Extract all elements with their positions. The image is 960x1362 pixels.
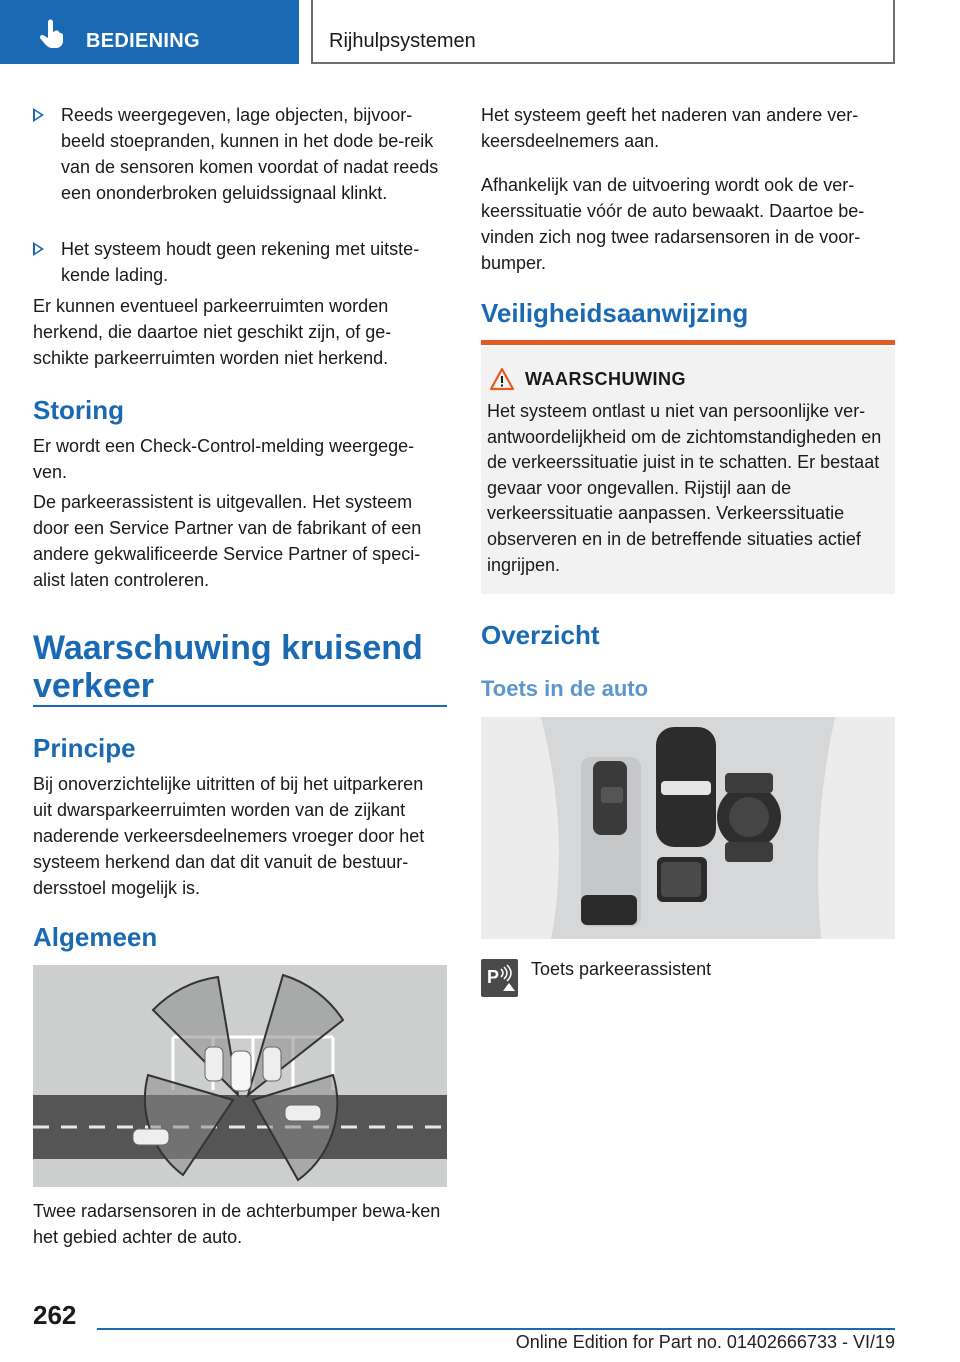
center-console-photo: [481, 717, 895, 939]
main-heading: [33, 629, 447, 705]
park-assist-button-icon: [481, 959, 518, 997]
main-heading-line2: verkeer: [33, 667, 155, 705]
main-heading-line1: Waarschuwing kruisend: [33, 629, 423, 667]
heading-toets-in-de-auto: Toets in de auto: [481, 676, 649, 701]
paragraph: Er kunnen eventueel parkeerruimten worden herkend, die daartoe niet geschikt zijn, of ge-schikte parkeerruimten worden niet herkend.: [33, 296, 392, 368]
figure-caption: Twee radarsensoren in de achterbumper bewa-ken het gebied achter de auto.: [33, 1201, 441, 1247]
center-console-drawing: [481, 717, 895, 939]
section-label: BEDIENING: [86, 30, 200, 52]
bullet-triangle-icon: [33, 108, 44, 122]
chapter-title-box: [311, 0, 895, 64]
paragraph: Het systeem geeft het naderen van andere ver-keersdeelnemers aan.: [481, 105, 859, 151]
hand-pointer-icon: [36, 18, 68, 50]
heading-algemeen: Algemeen: [33, 922, 158, 952]
page-number: 262: [33, 1300, 77, 1330]
heading-overzicht: Overzicht: [481, 620, 600, 650]
warning-text: Het systeem ontlast u niet van persoonlijke ver-antwoordelijkheid om de zichtomstandigheden en de verkeerssituatie juist in te schatten. Er bestaat gevaar voor ongevallen. Rijstijl aan de verkeerssituatie aanpassen. Verkeerssituatie observeren en in de betreffende situaties actief ingrijpen.: [487, 401, 882, 575]
warning-triangle-icon: [489, 367, 515, 391]
footer-rule: [97, 1328, 895, 1330]
cross-traffic-diagram: [33, 965, 447, 1187]
bullet-text: Het systeem houdt geen rekening met uitste-kende lading.: [61, 239, 420, 285]
button-label: Toets parkeerassistent: [531, 959, 712, 979]
bullet-triangle-icon: [33, 242, 44, 256]
svg-text:P: P: [487, 967, 500, 987]
paragraph: Afhankelijk van de uitvoering wordt ook de ver-keerssituatie vóór de auto bewaakt. Daartoe be-vinden zich nog twee radarsensoren in de voor-bumper.: [481, 175, 865, 273]
heading-rule: [33, 705, 447, 707]
cross-traffic-illustration: [33, 965, 447, 1187]
paragraph: De parkeerassistent is uitgevallen. Het systeem door een Service Partner van de fabrikant of een andere gekwalificeerde Service Partner of speci-alist laten controleren.: [33, 492, 422, 590]
bullet-text: Reeds weergegeven, lage objecten, bijvoor-beeld stoepranden, kunnen in het dode be-reik van de sensoren komen voordat of nadat reeds een ononderbroken geluidssignaal klinkt.: [61, 105, 439, 203]
heading-principe: Principe: [33, 733, 136, 763]
heading-storing: Storing: [33, 395, 124, 425]
heading-veiligheidsaanwijzing: Veiligheidsaanwijzing: [481, 298, 749, 328]
paragraph: Bij onoverzichtelijke uitritten of bij het uitparkeren uit dwarsparkeerruimten worden van de zijkant naderende verkeersdeelnemers vroeger door het systeem herkend dan dat dit vanuit de bestuur-dersstoel mogelijk is.: [33, 774, 425, 898]
section-tab[interactable]: [0, 0, 299, 64]
paragraph: Er wordt een Check-Control-melding weergege-ven.: [33, 436, 415, 482]
footer-edition: Online Edition for Part no. 01402666733 - VI/19: [515, 1332, 895, 1352]
warning-box: [481, 347, 895, 594]
warning-rule: [481, 340, 895, 345]
bullet-item: [33, 102, 447, 232]
chapter-title: Rijhulpsystemen: [329, 30, 476, 52]
warning-title: WAARSCHUWING: [525, 369, 686, 389]
bullet-item: [33, 236, 447, 288]
